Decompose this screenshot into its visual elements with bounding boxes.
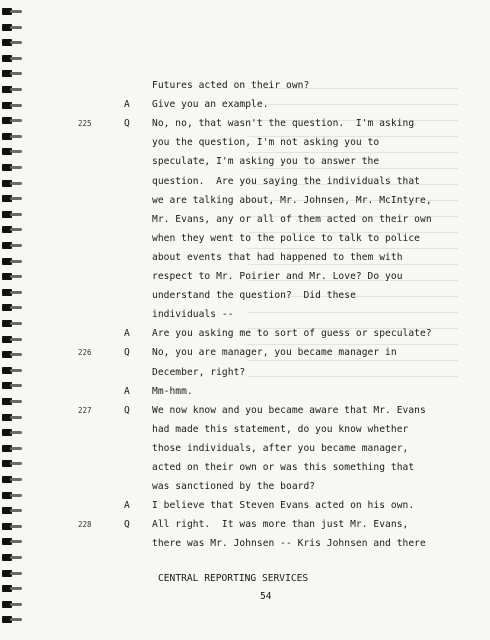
line-text: acted on their own or was this something that xyxy=(152,462,415,473)
binding-ring xyxy=(10,525,22,528)
binding-ring xyxy=(10,494,22,497)
binding-ring xyxy=(10,431,22,434)
speaker-label: Q xyxy=(124,404,130,416)
speaker-label: A xyxy=(124,500,130,512)
binding-ring xyxy=(10,228,22,231)
binding-ring xyxy=(10,322,22,325)
binding-ring xyxy=(10,260,22,263)
line-text: respect to Mr. Poirier and Mr. Love? Do you xyxy=(152,271,403,282)
line-text: I believe that Steven Evans acted on his own. xyxy=(152,500,415,512)
binding-ring xyxy=(10,244,22,247)
binding-ring xyxy=(10,119,22,122)
binding-ring xyxy=(10,213,22,216)
speaker-label: A xyxy=(124,328,130,340)
binding-ring xyxy=(10,41,22,44)
binding-ring xyxy=(10,587,22,590)
binding-ring xyxy=(10,291,22,294)
binding-ring xyxy=(10,57,22,60)
binding-ring xyxy=(10,353,22,356)
question-number: 226 xyxy=(78,348,92,358)
binding-ring xyxy=(10,306,22,309)
line-text: Mm-hmm. xyxy=(152,385,193,397)
line-text: you the question, I'm not asking you to xyxy=(152,137,380,149)
binding-ring xyxy=(10,540,22,543)
binding-ring xyxy=(10,572,22,575)
binding-ring xyxy=(10,150,22,153)
line-text: No, you are manager, you became manager in xyxy=(152,347,397,359)
line-text: those individuals, after you became manager, xyxy=(152,442,409,454)
speaker-label: Q xyxy=(124,519,130,531)
line-text: was sanctioned by the board? xyxy=(152,481,316,493)
binding-ring xyxy=(10,400,22,403)
binding-ring xyxy=(10,275,22,278)
binding-ring xyxy=(10,26,22,29)
binding-ring xyxy=(10,182,22,185)
line-text: December, right? xyxy=(152,366,246,378)
spiral-binding xyxy=(0,0,30,640)
line-text: We now know and you became aware that Mr. Evans xyxy=(152,404,426,416)
reporter-name: CENTRAL REPORTING SERVICES xyxy=(158,573,309,584)
line-text: Futures acted on their own? xyxy=(152,80,310,91)
speaker-label: Q xyxy=(124,347,130,359)
line-text: individuals -- xyxy=(152,309,234,321)
line-text: All right. It was more than just Mr. Evans, xyxy=(152,519,409,531)
line-text: Mr. Evans, any or all of them acted on their own xyxy=(152,213,432,225)
speaker-label: A xyxy=(124,385,130,397)
question-number: 227 xyxy=(78,405,92,415)
binding-ring xyxy=(10,603,22,606)
binding-ring xyxy=(10,509,22,512)
question-number: 225 xyxy=(78,119,92,129)
binding-ring xyxy=(10,447,22,450)
binding-ring xyxy=(10,10,22,13)
line-text: speculate, I'm asking you to answer the xyxy=(152,156,380,168)
line-text: had made this statement, do you know whether xyxy=(152,423,409,435)
line-text: there was Mr. Johnsen -- Kris Johnsen and there xyxy=(152,538,426,550)
binding-ring xyxy=(10,618,22,621)
binding-ring xyxy=(10,478,22,481)
line-text: understand the question? Did these xyxy=(152,290,356,302)
page-number: 54 xyxy=(260,591,272,602)
line-text: No, no, that wasn't the question. I'm asking xyxy=(152,118,415,130)
binding-ring xyxy=(10,369,22,372)
speaker-label: Q xyxy=(124,118,130,130)
binding-ring xyxy=(10,416,22,419)
binding-ring xyxy=(10,197,22,200)
binding-ring xyxy=(10,166,22,169)
binding-ring xyxy=(10,72,22,75)
question-number: 228 xyxy=(78,520,92,530)
binding-ring xyxy=(10,88,22,91)
binding-ring xyxy=(10,338,22,341)
line-text: we are talking about, Mr. Johnsen, Mr. McIntyre, xyxy=(152,194,432,206)
line-text: when they went to the police to talk to police xyxy=(152,232,420,244)
speaker-label: A xyxy=(124,99,130,111)
line-text: Are you asking me to sort of guess or speculate? xyxy=(152,328,432,340)
line-text: Give you an example. xyxy=(152,99,269,111)
binding-ring xyxy=(10,462,22,465)
binding-ring xyxy=(10,556,22,559)
binding-ring xyxy=(10,384,22,387)
line-text: about events that had happened to them with xyxy=(152,251,403,263)
line-text: question. Are you saying the individuals that xyxy=(152,175,420,187)
binding-ring xyxy=(10,104,22,107)
binding-ring xyxy=(10,135,22,138)
